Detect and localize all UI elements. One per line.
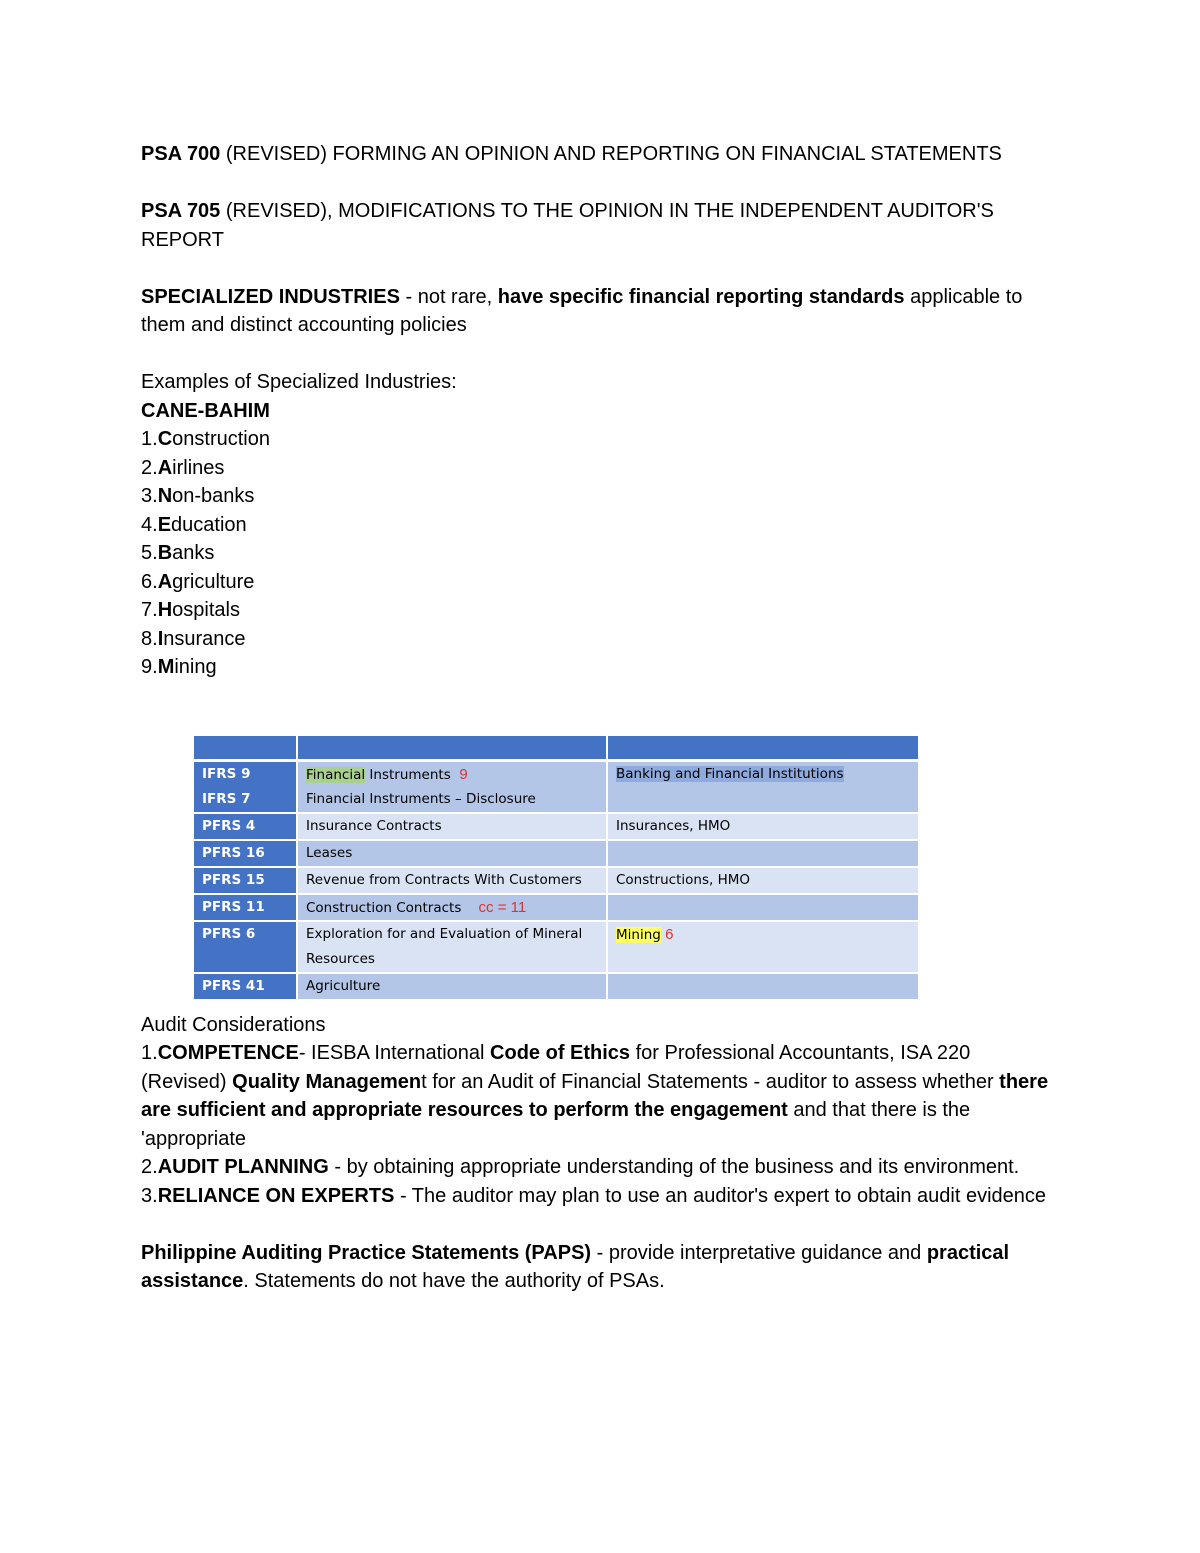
list-item: 4.Education	[141, 513, 247, 536]
handwritten-note: 6	[665, 926, 674, 943]
list-item: 5.Banks	[141, 542, 215, 564]
table-row: IFRS 9 IFRS 7 Financial Instruments 9 Financial Instruments – Disclosure Banking and Financial Institutions	[194, 762, 918, 814]
table-row: PFRS 6 Exploration for and Evaluation of Mineral Resources Mining 6	[194, 922, 918, 974]
psa700-heading: PSA 700 (REVISED) FORMING AN OPINION AND REPORTING ON FINANCIAL STATEMENTS	[141, 143, 1002, 165]
table-row: PFRS 41 Agriculture	[194, 974, 918, 1001]
list-item: 2.Airlines	[141, 456, 225, 479]
specialized-industries-paragraph: SPECIALIZED INDUSTRIES - not rare, have specific financial reporting standards applicable to them and distinct accounting policies	[141, 285, 1023, 336]
paps-paragraph: Philippine Auditing Practice Statements (PAPS) - provide interpretative guidance and practical assistance. Statements do not have the authority of PSAs.	[141, 1241, 1010, 1292]
psa705-heading: PSA 705 (REVISED), MODIFICATIONS TO THE OPINION IN THE INDEPENDENT AUDITOR'S REPORT	[141, 200, 994, 251]
list-item: 8.Insurance	[141, 627, 246, 650]
table-row: PFRS 16 Leases	[194, 841, 918, 868]
handwritten-note: cc = 11	[478, 899, 527, 916]
list-item: 1.Construction	[141, 428, 270, 450]
consideration-reliance-on-experts: 3.RELIANCE ON EXPERTS - The auditor may plan to use an auditor's expert to obtain audit evidence	[141, 1184, 1047, 1207]
examples-label: Examples of Specialized Industries:	[141, 371, 457, 393]
list-item: 7.Hospitals	[141, 599, 240, 621]
table-header-row	[194, 736, 918, 762]
list-item: 6.Agriculture	[141, 570, 255, 593]
industry-list	[141, 425, 1051, 682]
list-item: 3.Non-banks	[141, 485, 255, 507]
table-row: PFRS 15 Revenue from Contracts With Customers Constructions, HMO	[194, 868, 918, 895]
consideration-audit-planning: 2.AUDIT PLANNING - by obtaining appropriate understanding of the business and its environment.	[141, 1156, 1020, 1178]
table-row: PFRS 4 Insurance Contracts Insurances, HMO	[194, 814, 918, 841]
consideration-competence: 1.COMPETENCE- IESBA International Code of Ethics for Professional Accountants, ISA 220 (Revised) Quality Management for an Audit of Financial Statements - auditor to assess whether there are sufficient and appropriate resources to perform the engagement and that there is the 'appropriate	[141, 1042, 1049, 1150]
list-item: 9.Mining	[141, 656, 217, 678]
standards-table	[194, 736, 918, 1001]
document-body	[141, 140, 1051, 1296]
table-row: PFRS 11 Construction Contracts cc = 11	[194, 895, 918, 922]
audit-considerations-label: Audit Considerations	[141, 1013, 326, 1036]
acronym-heading: CANE-BAHIM	[141, 399, 270, 422]
handwritten-note: 9	[459, 766, 468, 783]
